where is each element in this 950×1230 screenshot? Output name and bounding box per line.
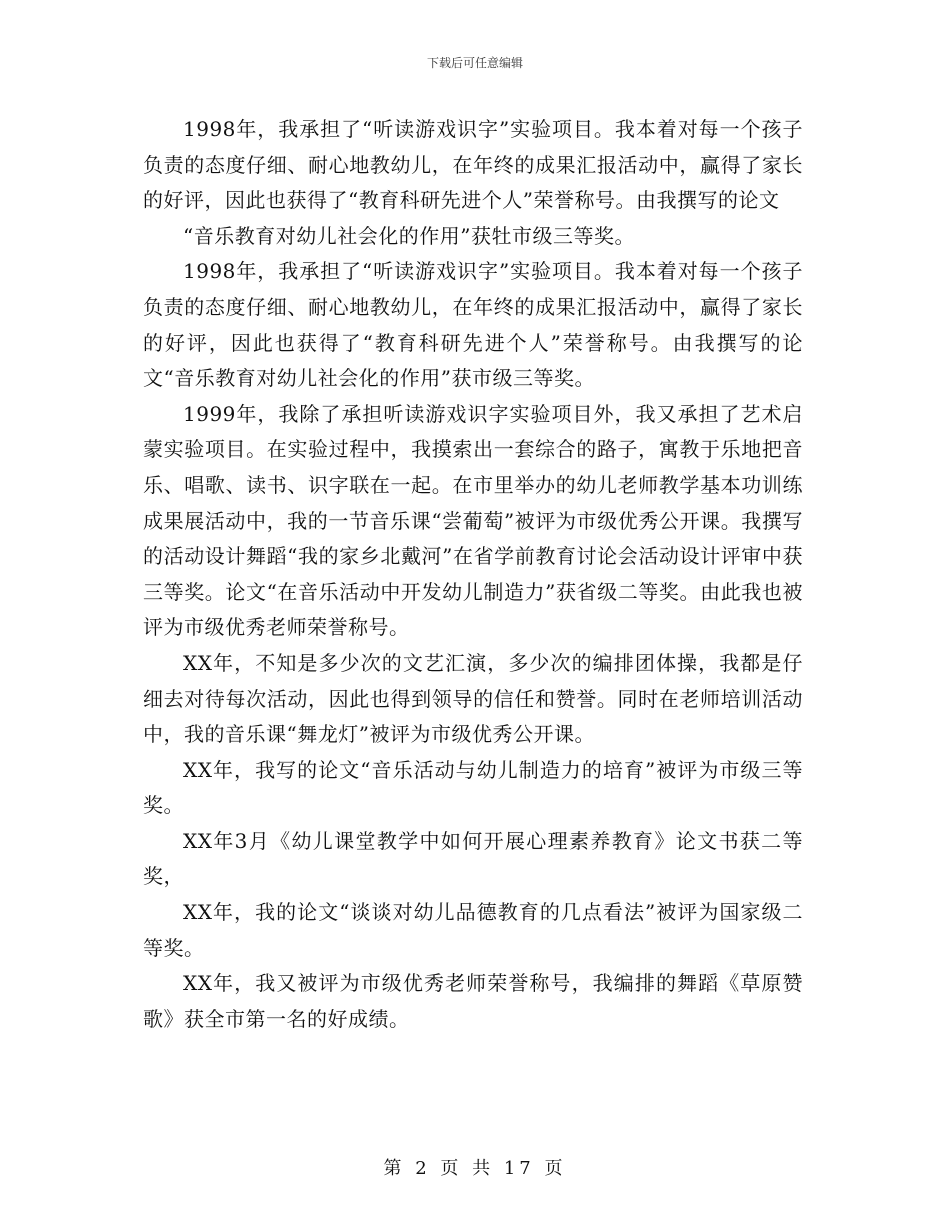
page-header-note: 下载后可任意编辑 (426, 56, 523, 70)
page-number: 第 2 页 共 17 页 (383, 1158, 567, 1179)
paragraph-xx-march-paper: XX年3月《幼儿课堂教学中如何开展心理素养教育》论文书获二等奖， (143, 828, 803, 889)
paragraph-xx-performances: XX年，不知是多少次的文艺汇演，多少次的编排团体操，我都是仔细去对待每次活动，因此也得到领导的信任和赞誉。同时在老师培训活动中，我的音乐课“舞龙灯”被评为市级优秀公开课。 (143, 650, 803, 747)
paragraph-1998-part1: 1998年，我承担了“听读游戏识字”实验项目。我本着对每一个孩子负责的态度仔细、耐心地教幼儿，在年终的成果汇报活动中，赢得了家长的好评，因此也获得了“教育科研先进个人”荣誉称号。由我撰写的论文 (143, 117, 803, 213)
paragraph-1999: 1999年，我除了承担听读游戏识字实验项目外，我又承担了艺术启蒙实验项目。在实验过程中，我摸索出一套综合的路子，寓教于乐地把音乐、唱歌、读书、识字联在一起。在市里举办的幼儿老师教学基本功训练成果展活动中，我的一节音乐课“尝葡萄”被评为市级优秀公开课。我撰写的活动设计舞蹈“我的家乡北戴河”在省学前教育讨论会活动设计评审中获三等奖。论文“在音乐活动中开发幼儿制造力”获省级二等奖。由此我也被评为市级优秀老师荣誉称号。 (143, 401, 803, 640)
document-body (143, 112, 803, 1037)
paragraph-1998-part2: “音乐教育对幼儿社会化的作用”获牡市级三等奖。 (183, 223, 635, 248)
paragraph-xx-dance-award: XX年，我又被评为市级优秀老师荣誉称号，我编排的舞蹈《草原赞歌》获全市第一名的好成绩。 (143, 971, 803, 1031)
paragraph-1998-repeat: 1998年，我承担了“听读游戏识字”实验项目。我本着对每一个孩子负责的态度仔细、耐心地教幼儿，在年终的成果汇报活动中，赢得了家长的好评，因此也获得了“教育科研先进个人”荣誉称号。由我撰写的论文“音乐教育对幼儿社会化的作用”获市级三等奖。 (143, 259, 803, 391)
paragraph-xx-moral-education-paper: XX年，我的论文“谈谈对幼儿品德教育的几点看法”被评为国家级二等奖。 (143, 900, 803, 960)
paragraph-xx-creativity-paper: XX年，我写的论文“音乐活动与幼儿制造力的培育”被评为市级三等奖。 (143, 757, 803, 818)
